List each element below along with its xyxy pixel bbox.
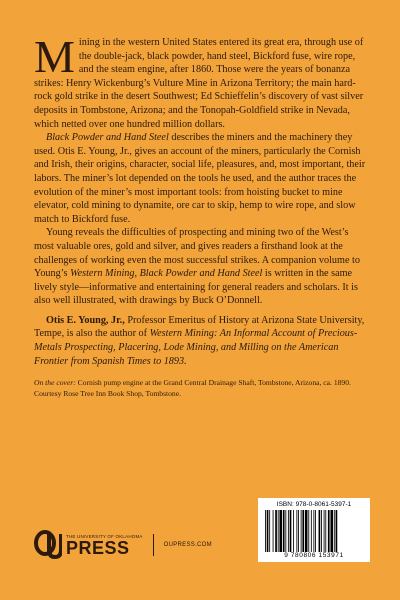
author-other-title: Western Mining: An Informal Account of Precious-Metals Prospecting, Placering, Lode Mining, and Milling on the American Frontier from Spanish Times to 1893. [34, 328, 358, 367]
ou-logo-icon [34, 530, 62, 560]
barcode-icon [263, 510, 365, 552]
paragraph-2-text: describes the miners and the machinery they used. Otis E. Young, Jr., gives an account of the miners, particularly the Cornish and Irish, their origins, character, social life, pleasures, and, most important, their labors. The miner’s lot depended on the tools he used, and the author traces the evolution of the miner’s most important tools: from hoisting bucket to mine elevator, cold mining to dynamite, ore car to skip, hemp to wire rope, and slow match to Bickford fuse. [34, 132, 366, 225]
paragraph-3-text-b: is written in the same lively style—informative and entertaining for general readers and scholars. It is also well illustrated, with drawings by Buck O’Donnell. [34, 268, 358, 307]
book-title-ref: Black Powder and Hand Steel [46, 132, 169, 144]
author-bio [34, 314, 370, 368]
publisher-logo-block [34, 530, 212, 560]
author-name: Otis E. Young, Jr., [46, 314, 125, 326]
barcode-number: 9 780806 153971 [284, 552, 344, 559]
author-bio-text: Professor Emeritus of History at Arizona State University, Tempe, is also the author of [34, 314, 365, 340]
press-wordmark [66, 534, 143, 557]
companion-title-ref: Western Mining, Black Powder and Hand Steel [70, 268, 263, 280]
description-text [34, 31, 370, 399]
cover-credit-label: On the cover: [34, 378, 76, 388]
isbn-label: ISBN: 978-0-8061-5397-1 [276, 501, 352, 508]
paragraph-3-text-a: Young reveals the difficulties of prospecting and mining two of the West’s most valuable ores, gold and silver, and gives readers a firsthand look at the challenges of working even the most successful strikes. A companion volume to Young’s [34, 227, 360, 280]
cover-credit [34, 378, 370, 399]
publisher-divider [153, 534, 154, 556]
publisher-url: OUPRESS.COM [163, 542, 212, 548]
drop-cap: M [34, 31, 75, 82]
paragraph-3 [34, 226, 370, 308]
paragraph-2 [34, 131, 370, 226]
press-name: PRESS [66, 537, 130, 558]
barcode-box [258, 498, 370, 562]
university-line: THE UNIVERSITY OF OKLAHOMA [66, 533, 143, 539]
cover-credit-text: Cornish pump engine at the Grand Central Drainage Shaft, Tombstone, Arizona, ca. 1890. Courtesy Rose Tree Inn Book Shop, Tombstone. [34, 378, 351, 398]
paragraph-1 [34, 31, 370, 131]
paragraph-1-text: ining in the western United States entered its great era, through use of the double-jack, black powder, hand steel, Bickford fuse, wire rope, and the steam engine, after 1860. Those were the years of bonanza strikes: Henry Wickenburg’s Vulture Mine in Arizona Territory; the main hard-rock gold strike in the desert Southwest; Ed Schieffelin’s discovery of vast silver deposits in Tombstone, Arizona; and the Tonopah-Goldfield strike in Nevada, which netted over one hundred million dollars. [34, 37, 364, 130]
